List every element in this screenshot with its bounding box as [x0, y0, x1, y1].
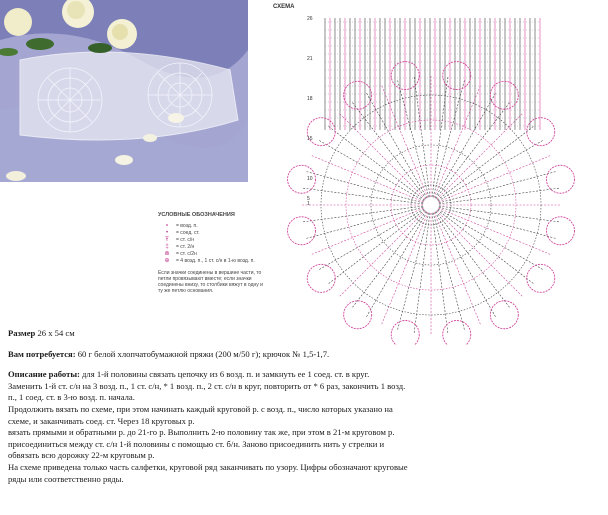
radial-stitch-line	[439, 206, 560, 222]
radial-stitch-line	[435, 212, 496, 318]
description-line: На схеме приведена только часть салфетки, круговой ряд заканчивать по узору. Цифры обозначают круговые	[8, 461, 408, 472]
materials-line: Вам потребуется: 60 г белой хлопчатобумажной пряжи (200 м/50 г); крючок № 1,5-1,7.	[8, 348, 330, 359]
scallop-fan	[490, 301, 518, 329]
row-number-label: 5	[307, 196, 310, 202]
legend-item: ⊕ = 4 возд. п., 1 ст. с/н в 1-ю возд. п.	[164, 257, 255, 264]
doily-photo	[0, 0, 248, 182]
radial-stitch-line	[435, 92, 496, 198]
schema-row-labels	[307, 16, 313, 207]
radial-stitch-line	[439, 171, 557, 203]
row-number-label: 10	[307, 176, 313, 182]
radial-stitch-line	[302, 188, 423, 204]
legend-title: УСЛОВНЫЕ ОБОЗНАЧЕНИЯ	[158, 212, 235, 218]
legend-item: ∘ = возд. п.	[165, 222, 198, 229]
description-line: вязать прямыми и обратными р. до 21-го р. Выполнить 2-ю половину так же, при этом в 21-м круговом р.	[8, 427, 395, 438]
description-line: ряды или соответственно ряды.	[8, 473, 124, 484]
round-circle	[321, 95, 541, 315]
scallop-fan	[546, 217, 574, 245]
radial-stitch-line	[339, 211, 425, 297]
radial-stitch-line	[438, 140, 544, 201]
row-number-label: 1	[307, 201, 310, 207]
radial-stitch-line	[311, 155, 424, 202]
radial-stitch-line	[439, 207, 557, 239]
radial-stitch-line	[438, 208, 551, 255]
legend-item: ⋒ = ст. с/2н	[164, 250, 197, 257]
radial-stitch-line	[352, 211, 426, 308]
radial-stitch-line	[318, 140, 424, 201]
radial-stitch-line	[381, 212, 428, 325]
radial-stitch-line	[366, 212, 427, 318]
legend-note: Если значки соединены в вершине части, то петли провязывают вместе; если значки соединены внизу, то столбики вяжут в одну и ту же петлю основания.	[158, 270, 263, 294]
legend-item: • = соед. ст.	[165, 229, 200, 236]
radial-stitch-line	[438, 209, 544, 270]
description-line: Описание работы: для 1-й половины связать цепочку из 6 возд. п. и замкнуть ее 1 соед. ст. в круг.	[8, 369, 370, 380]
scallop-fan	[344, 81, 372, 109]
radial-stitch-line	[437, 210, 534, 284]
description-line: п., 1 соед. ст. в 3-ю возд. п. начала.	[8, 392, 135, 403]
doily-shape	[20, 52, 238, 140]
description-line: Заменить 1-й ст. с/н на 3 возд. п., 1 ст. с/н, * 1 возд. п., 2 ст. с/н в круг, повторить от * 6 раз, закончить 1 возд.	[8, 380, 406, 391]
schema-radial-stitches	[301, 75, 561, 335]
radial-stitch-line	[318, 209, 424, 270]
radial-stitch-line	[432, 213, 448, 334]
radial-stitch-line	[305, 207, 423, 239]
scallop-fan	[527, 118, 555, 146]
row-number-label: 26	[307, 16, 313, 22]
crochet-schema	[255, 0, 608, 345]
legend-item: Ŧ = ст. с/н	[165, 236, 194, 243]
description-text	[8, 328, 603, 485]
radial-stitch-line	[302, 206, 423, 222]
description-line: присоединиться между ст. с/н 1-й половины с помощью ст. б/н. Заново присоединить нить у стрелки и	[8, 438, 385, 449]
radial-stitch-line	[439, 188, 560, 204]
scallop-fan	[490, 81, 518, 109]
scallop-fan	[527, 264, 555, 292]
description-line: схеме, и заканчивать соед. ст. Через 18 круговых р.	[8, 415, 195, 426]
round-circle	[346, 120, 516, 290]
schema-title: СХЕМА	[273, 4, 295, 10]
radial-stitch-line	[328, 126, 425, 200]
row-number-label: 21	[307, 56, 313, 62]
radial-stitch-line	[414, 213, 430, 334]
radial-stitch-line	[434, 212, 481, 325]
doily-photo-illustration	[0, 0, 248, 182]
radial-stitch-line	[437, 126, 534, 200]
radial-stitch-line	[305, 171, 423, 203]
radial-stitch-line	[438, 155, 551, 202]
radial-stitch-line	[436, 211, 510, 308]
radial-stitch-line	[437, 211, 523, 297]
row-number-label: 18	[307, 96, 313, 102]
radial-stitch-line	[436, 102, 510, 199]
radial-stitch-line	[397, 79, 429, 197]
radial-stitch-line	[311, 208, 424, 255]
legend-item: ‡ = ст. 2/н	[165, 243, 195, 250]
description-line: Продолжить вязать по схеме, при этом начинать каждый круговой р. с возд. п., число которых указано на	[8, 403, 393, 414]
size-line: Размер 26 х 54 см	[8, 328, 75, 338]
radial-stitch-line	[328, 210, 425, 284]
scallop-fan	[307, 264, 335, 292]
scallop-fan	[288, 217, 316, 245]
radial-stitch-line	[433, 213, 465, 331]
row-number-label: 15	[307, 136, 313, 142]
description-line: обвязать всю дорожку 22-м круговым р.	[8, 450, 155, 461]
scallop-fan	[344, 301, 372, 329]
radial-stitch-line	[397, 213, 429, 331]
schema-grid	[325, 18, 540, 130]
